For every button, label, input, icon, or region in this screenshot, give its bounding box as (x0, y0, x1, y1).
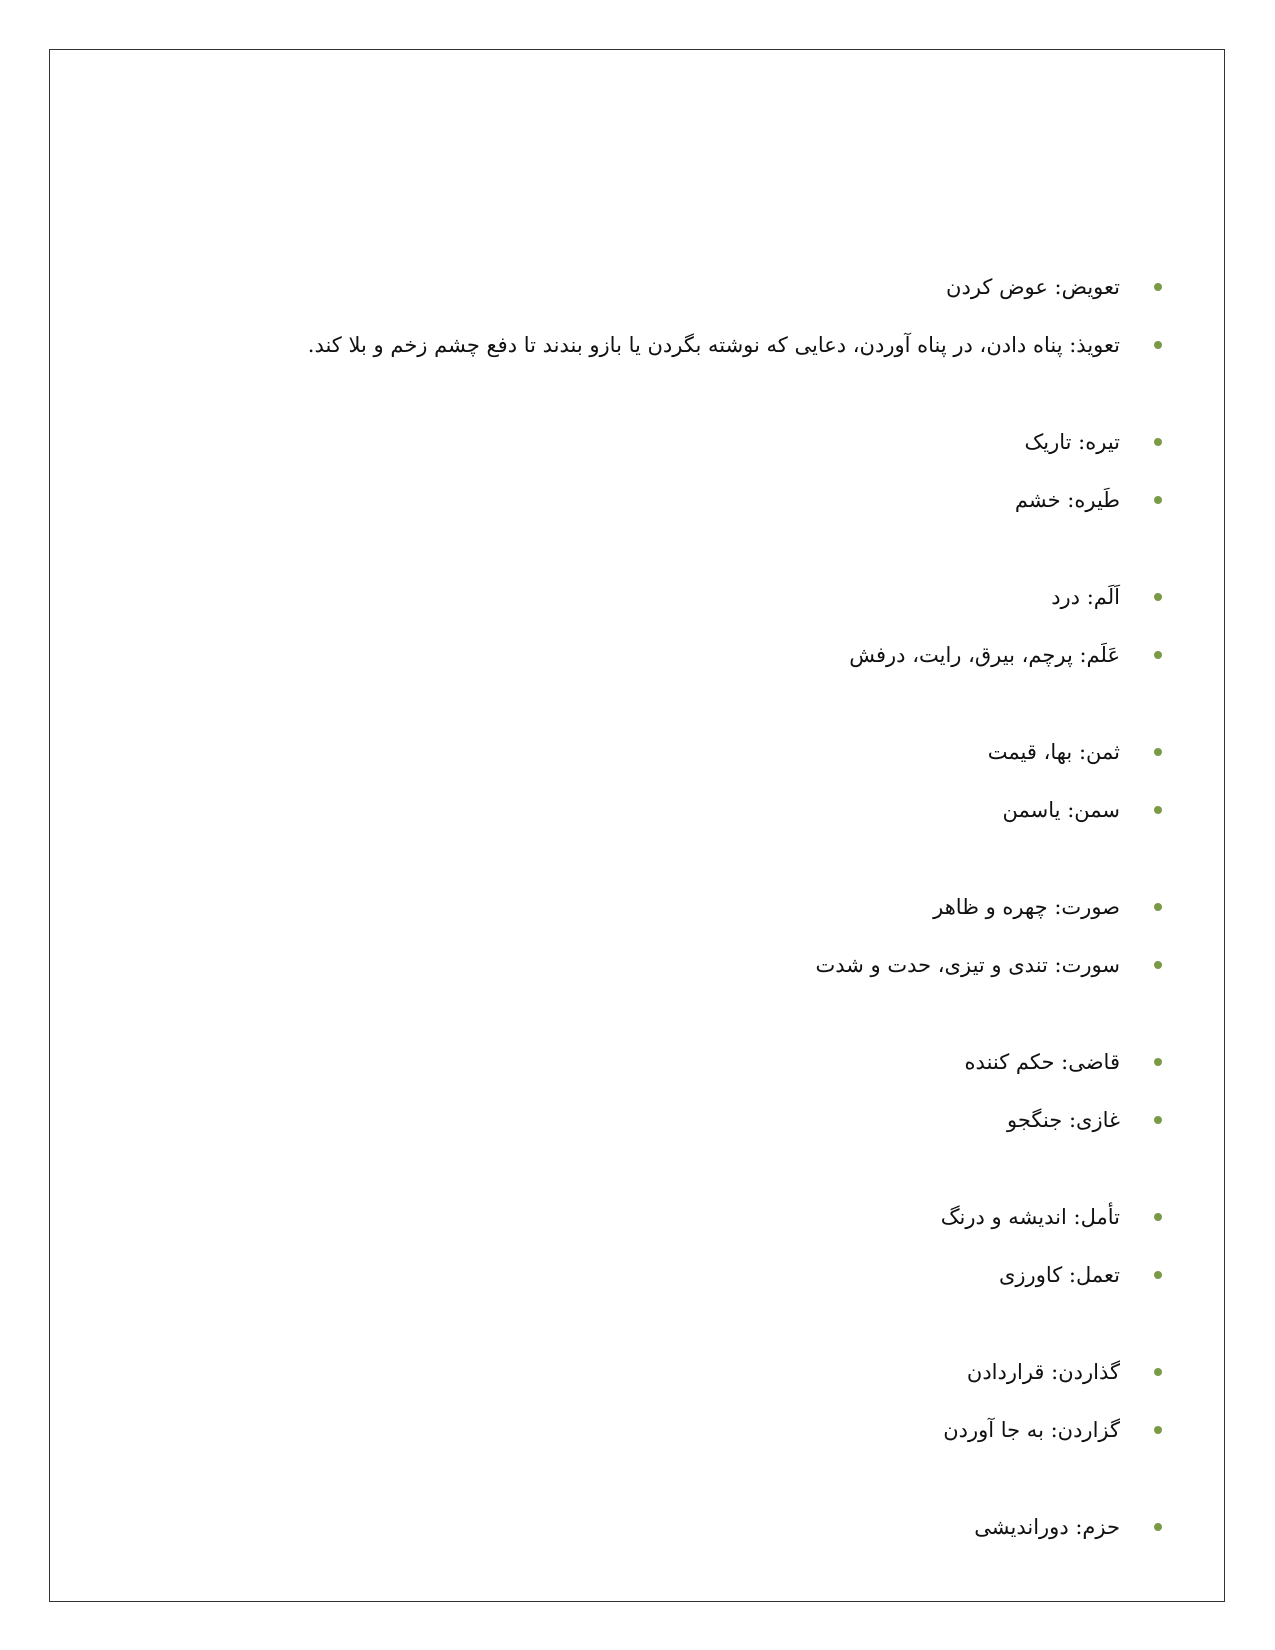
glossary-entry: سورت: تندی و تیزی، حدت و شدت (815, 953, 1120, 977)
bullet-marker (1154, 748, 1162, 756)
bullet-marker (1154, 1271, 1162, 1279)
bullet-marker (1154, 961, 1162, 969)
bullet-marker (1154, 651, 1162, 659)
bullet-marker (1154, 1116, 1162, 1124)
bullet-marker (1154, 283, 1162, 291)
glossary-entry: صورت: چهره و ظاهر (933, 895, 1120, 919)
glossary-entry: تعویض: عوض کردن (946, 275, 1120, 299)
bullet-marker (1154, 1426, 1162, 1434)
bullet-marker (1154, 1213, 1162, 1221)
bullet-marker (1154, 806, 1162, 814)
glossary-entry: اَلَم: درد (1051, 585, 1120, 609)
bullet-marker (1154, 438, 1162, 446)
glossary-entry: گذاردن: قراردادن (966, 1360, 1120, 1384)
glossary-entry: تعمل: کاورزی (998, 1263, 1120, 1287)
glossary-entry: تعویذ: پناه دادن، در پناه آوردن، دعایی که نوشته بگردن یا بازو بندند تا دفع چشم زخم و بلا کند. (307, 333, 1120, 357)
bullet-marker (1154, 1368, 1162, 1376)
glossary-entry: سمن: یاسمن (1002, 798, 1120, 822)
bullet-marker (1154, 1523, 1162, 1531)
bullet-marker (1154, 593, 1162, 601)
glossary-entry: گزاردن: به جا آوردن (943, 1418, 1120, 1442)
bullet-marker (1154, 341, 1162, 349)
glossary-entry: حزم: دوراندیشی (974, 1515, 1120, 1539)
glossary-entry: عَلَم: پرچم، بیرق، رایت، درفش (849, 643, 1120, 667)
glossary-entry: ثمن: بها، قیمت (987, 740, 1120, 764)
glossary-entry: قاضی: حکم کننده (964, 1050, 1120, 1074)
bullet-marker (1154, 496, 1162, 504)
glossary-entry: تیره: تاریک (1024, 430, 1120, 454)
bullet-marker (1154, 1058, 1162, 1066)
glossary-entry: طَیره: خشم (1014, 488, 1120, 512)
glossary-entry: تأمل: اندیشه و درنگ (940, 1205, 1120, 1229)
bullet-marker (1154, 903, 1162, 911)
glossary-entry: غازی: جنگجو (1006, 1108, 1120, 1132)
